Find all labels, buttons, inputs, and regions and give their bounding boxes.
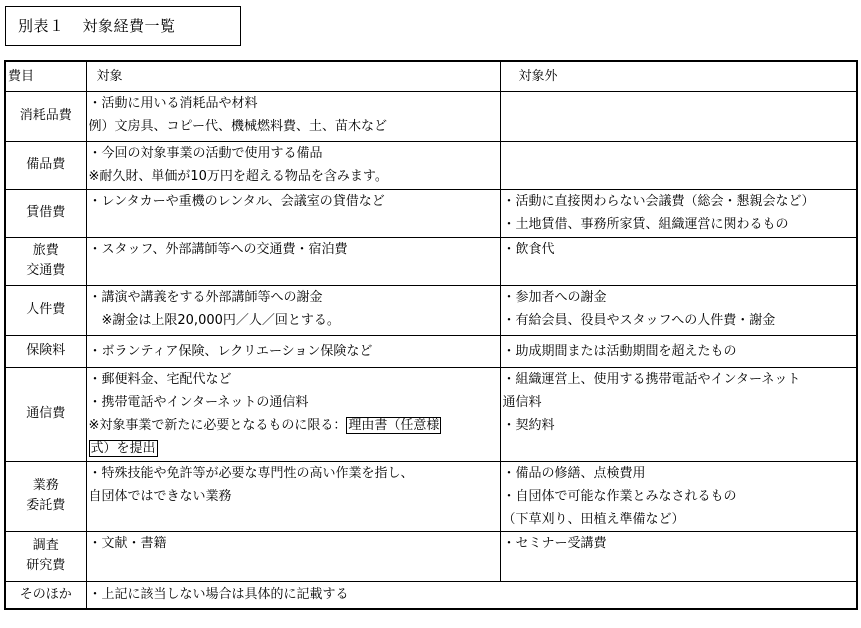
header-row	[5, 61, 857, 91]
excluded-line: ・自団体で可能な作業とみなされるもの	[502, 488, 737, 504]
target-line: ・活動に用いる消耗品や材料	[88, 95, 258, 111]
excluded-line: ・参加者への謝金	[502, 289, 607, 305]
excluded-line: ・助成期間または活動期間を超えたもの	[502, 343, 737, 359]
table-row	[5, 141, 857, 189]
category-cell	[5, 335, 86, 367]
table-row	[5, 237, 857, 285]
category-cell	[5, 461, 86, 531]
table-row	[5, 367, 857, 461]
excluded-cell	[500, 237, 857, 285]
target-line: ・文献・書籍	[88, 535, 167, 551]
reason-form-box: 理由書（任意様	[348, 417, 440, 433]
target-line: ・郵便料金、宅配代など	[88, 371, 232, 387]
target-line: ※謝金は上限20,000円／人／回とする。	[88, 312, 340, 328]
excluded-line: ・組織運営上、使用する携帯電話やインターネット	[502, 371, 801, 387]
category-cell	[5, 141, 86, 189]
target-cell	[86, 581, 857, 609]
category-text: 人件費	[26, 302, 66, 317]
excluded-cell	[500, 189, 857, 237]
target-note-prefix: ※対象事業で新たに必要となるものに限る：	[88, 417, 347, 433]
category-text: 交通費	[26, 263, 66, 278]
category-text: 研究費	[26, 558, 66, 573]
table-row	[5, 461, 857, 531]
category-text: 委託費	[26, 498, 66, 513]
target-cell	[86, 189, 500, 237]
excluded-line: ・備品の修繕、点検費用	[502, 465, 646, 481]
target-line: ・講演や講義をする外部講師等への謝金	[88, 289, 323, 305]
target-line: ※耐久財、単価が10万円を超える物品を含みます。	[88, 168, 388, 184]
reason-form-box: 式）を提出	[90, 440, 156, 456]
target-line: ・ボランティア保険、レクリエーション保険など	[88, 343, 373, 359]
excluded-line: ・有給会員、役員やスタッフへの人件費・謝金	[502, 312, 776, 328]
table-row	[5, 189, 857, 237]
header-target: 対象	[86, 61, 500, 91]
target-line: ・レンタカーや重機のレンタル、会議室の貸借など	[88, 193, 385, 209]
target-line: ・上記に該当しない場合は具体的に記載する	[88, 587, 349, 603]
category-text: そのほか	[19, 586, 72, 602]
title-text: 対象経費一覧	[82, 17, 176, 35]
target-line: ・特殊技能や免許等が必要な専門性の高い作業を指し、	[88, 465, 414, 481]
table-row	[5, 285, 857, 335]
excluded-line: ・活動に直接関わらない会議費（総会・懇親会など）	[502, 193, 815, 209]
target-note-line	[89, 414, 500, 437]
target-cell	[86, 237, 500, 285]
excluded-cell	[500, 461, 857, 531]
category-text: 通信費	[26, 406, 66, 421]
table-title	[5, 6, 241, 46]
category-text: 調査	[32, 538, 59, 553]
target-line: ・今回の対象事業の活動で使用する備品	[88, 145, 323, 161]
excluded-cell	[500, 285, 857, 335]
target-cell	[86, 141, 500, 189]
target-cell	[86, 285, 500, 335]
excluded-line: （下草刈り、田植え準備など）	[502, 511, 685, 527]
excluded-line: ・セミナー受講費	[502, 535, 607, 551]
category-text: 備品費	[26, 157, 66, 172]
target-line: ・携帯電話やインターネットの通信料	[88, 394, 309, 410]
title-label: 別表１	[18, 17, 65, 35]
excluded-cell	[500, 141, 857, 189]
category-text: 旅費	[32, 243, 59, 258]
target-line: 自団体ではできない業務	[88, 488, 232, 504]
expense-table	[4, 60, 858, 610]
excluded-line: ・飲食代	[502, 241, 555, 257]
table-row	[5, 581, 857, 609]
target-cell	[86, 461, 500, 531]
target-note-line	[89, 437, 500, 460]
excluded-line: 通信料	[502, 394, 542, 410]
excluded-cell	[500, 335, 857, 367]
header-excluded: 対象外	[500, 61, 857, 91]
category-cell	[5, 531, 86, 581]
target-line: 例）文房具、コピー代、機械燃料費、土、苗木など	[88, 118, 387, 134]
excluded-cell	[500, 367, 857, 461]
category-text: 消耗品費	[19, 108, 72, 123]
category-cell	[5, 285, 86, 335]
target-cell	[86, 335, 500, 367]
table-row	[5, 335, 857, 367]
excluded-cell	[500, 91, 857, 141]
table-row	[5, 531, 857, 581]
category-cell	[5, 91, 86, 141]
header-category: 費目	[5, 61, 86, 91]
target-line: ・スタッフ、外部講師等への交通費・宿泊費	[88, 241, 348, 257]
category-text: 保険料	[26, 343, 66, 358]
target-cell	[86, 367, 500, 461]
excluded-cell	[500, 531, 857, 581]
category-cell	[5, 237, 86, 285]
table-row	[5, 91, 857, 141]
excluded-line: ・契約料	[502, 417, 555, 433]
excluded-line: ・土地賃借、事務所家賃、組織運営に関わるもの	[502, 216, 789, 232]
category-cell	[5, 367, 86, 461]
target-cell	[86, 531, 500, 581]
category-text: 業務	[32, 478, 59, 493]
category-cell	[5, 189, 86, 237]
category-text: 賃借費	[26, 205, 66, 220]
category-cell	[5, 581, 86, 609]
target-cell	[86, 91, 500, 141]
